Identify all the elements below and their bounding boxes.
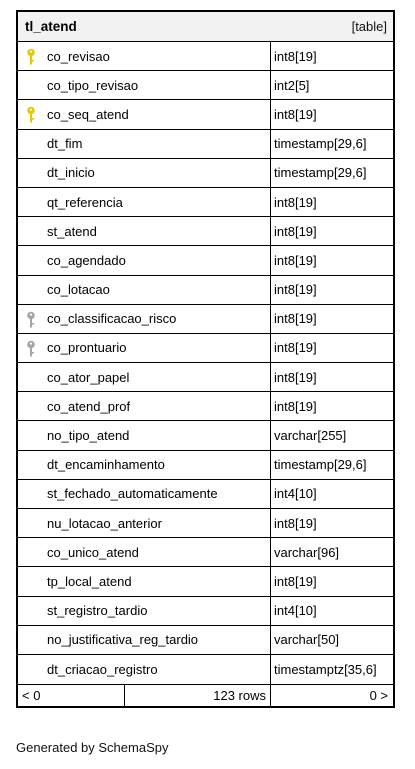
column-name-cell	[18, 276, 271, 304]
column-list	[18, 42, 393, 684]
column-type: int8[19]	[274, 369, 317, 385]
column-name-cell	[18, 509, 271, 537]
primary-key-icon	[26, 106, 36, 123]
column-type: int8[19]	[274, 398, 317, 414]
column-name-cell	[18, 217, 271, 245]
column-row[interactable]	[18, 276, 393, 305]
column-row[interactable]	[18, 480, 393, 509]
generated-by-note: Generated by SchemaSpy	[16, 740, 169, 755]
column-name-cell	[18, 597, 271, 625]
column-row[interactable]	[18, 130, 393, 159]
column-row[interactable]	[18, 421, 393, 450]
column-name-cell	[18, 159, 271, 187]
column-row[interactable]	[18, 509, 393, 538]
foreign-key-icon	[26, 311, 36, 328]
column-name-cell	[18, 188, 271, 216]
column-name-cell	[18, 305, 271, 333]
column-name-cell	[18, 334, 271, 362]
column-name: nu_lotacao_anterior	[47, 515, 162, 531]
column-type: int8[19]	[274, 515, 317, 531]
column-name: tp_local_atend	[47, 573, 132, 589]
column-row[interactable]	[18, 217, 393, 246]
foreign-key-icon	[26, 340, 36, 357]
column-name: dt_fim	[47, 136, 83, 152]
primary-key-icon	[26, 48, 36, 65]
column-row[interactable]	[18, 246, 393, 275]
column-row[interactable]	[18, 538, 393, 567]
column-type: varchar[255]	[274, 428, 347, 444]
column-name: dt_encaminhamento	[47, 457, 165, 473]
table-header	[18, 12, 393, 42]
column-name-cell	[18, 71, 271, 99]
table-footer	[18, 684, 393, 706]
column-name: co_atend_prof	[47, 398, 131, 414]
column-name: co_revisao	[47, 48, 110, 64]
column-row[interactable]	[18, 334, 393, 363]
column-name-cell	[18, 363, 271, 391]
table-box	[16, 10, 395, 708]
column-name-cell	[18, 626, 271, 654]
column-name: co_classificacao_risco	[47, 311, 177, 327]
column-row[interactable]	[18, 305, 393, 334]
column-name: co_seq_atend	[47, 106, 129, 122]
column-name: st_registro_tardio	[47, 603, 148, 619]
column-row[interactable]	[18, 597, 393, 626]
column-row[interactable]	[18, 363, 393, 392]
column-name: co_unico_atend	[47, 544, 139, 560]
column-type: int4[10]	[274, 486, 317, 502]
column-name-cell	[18, 42, 271, 70]
column-type: timestamp[29,6]	[274, 136, 367, 152]
column-name: st_atend	[47, 223, 97, 239]
column-name: co_lotacao	[47, 282, 110, 298]
column-row[interactable]	[18, 71, 393, 100]
column-type: int8[19]	[274, 573, 317, 589]
column-name: co_agendado	[47, 252, 126, 268]
column-name-cell	[18, 130, 271, 158]
column-type: int4[10]	[274, 603, 317, 619]
column-type: int8[19]	[274, 48, 317, 64]
children-count-link[interactable]: 0 >	[369, 688, 388, 704]
column-type: int8[19]	[274, 340, 317, 356]
column-row[interactable]	[18, 451, 393, 480]
column-type: timestamptz[35,6]	[274, 662, 377, 678]
column-type: int8[19]	[274, 311, 317, 327]
column-row[interactable]	[18, 392, 393, 421]
row-count: 123 rows	[125, 685, 271, 706]
column-row[interactable]	[18, 42, 393, 71]
parents-count-link[interactable]: < 0	[18, 685, 125, 706]
column-name: dt_inicio	[47, 165, 95, 181]
column-name-cell	[18, 655, 271, 684]
column-row[interactable]	[18, 655, 393, 684]
table-type-label: [table]	[351, 19, 387, 34]
column-name: no_tipo_atend	[47, 428, 130, 444]
column-type: int8[19]	[274, 252, 317, 268]
column-name: co_tipo_revisao	[47, 77, 139, 93]
column-row[interactable]	[18, 188, 393, 217]
column-name: co_ator_papel	[47, 369, 130, 385]
column-name: no_justificativa_reg_tardio	[47, 632, 199, 648]
column-name-cell	[18, 538, 271, 566]
column-name-cell	[18, 480, 271, 508]
column-row[interactable]	[18, 567, 393, 596]
column-name: qt_referencia	[47, 194, 123, 210]
column-type: int8[19]	[274, 106, 317, 122]
column-type: int8[19]	[274, 223, 317, 239]
column-name: dt_criacao_registro	[47, 662, 158, 678]
column-type: int8[19]	[274, 282, 317, 298]
column-name: st_fechado_automaticamente	[47, 486, 218, 502]
table-name[interactable]: tl_atend	[25, 19, 77, 34]
column-type: timestamp[29,6]	[274, 165, 367, 181]
column-row[interactable]	[18, 626, 393, 655]
column-type: timestamp[29,6]	[274, 457, 367, 473]
column-name-cell	[18, 421, 271, 449]
column-type: int2[5]	[274, 77, 310, 93]
column-row[interactable]	[18, 159, 393, 188]
column-name-cell	[18, 246, 271, 274]
column-type: varchar[50]	[274, 632, 340, 648]
column-name-cell	[18, 392, 271, 420]
column-name: co_prontuario	[47, 340, 127, 356]
column-row[interactable]	[18, 100, 393, 129]
column-name-cell	[18, 451, 271, 479]
column-name-cell	[18, 567, 271, 595]
column-type: int8[19]	[274, 194, 317, 210]
column-type: varchar[96]	[274, 544, 340, 560]
column-name-cell	[18, 100, 271, 128]
